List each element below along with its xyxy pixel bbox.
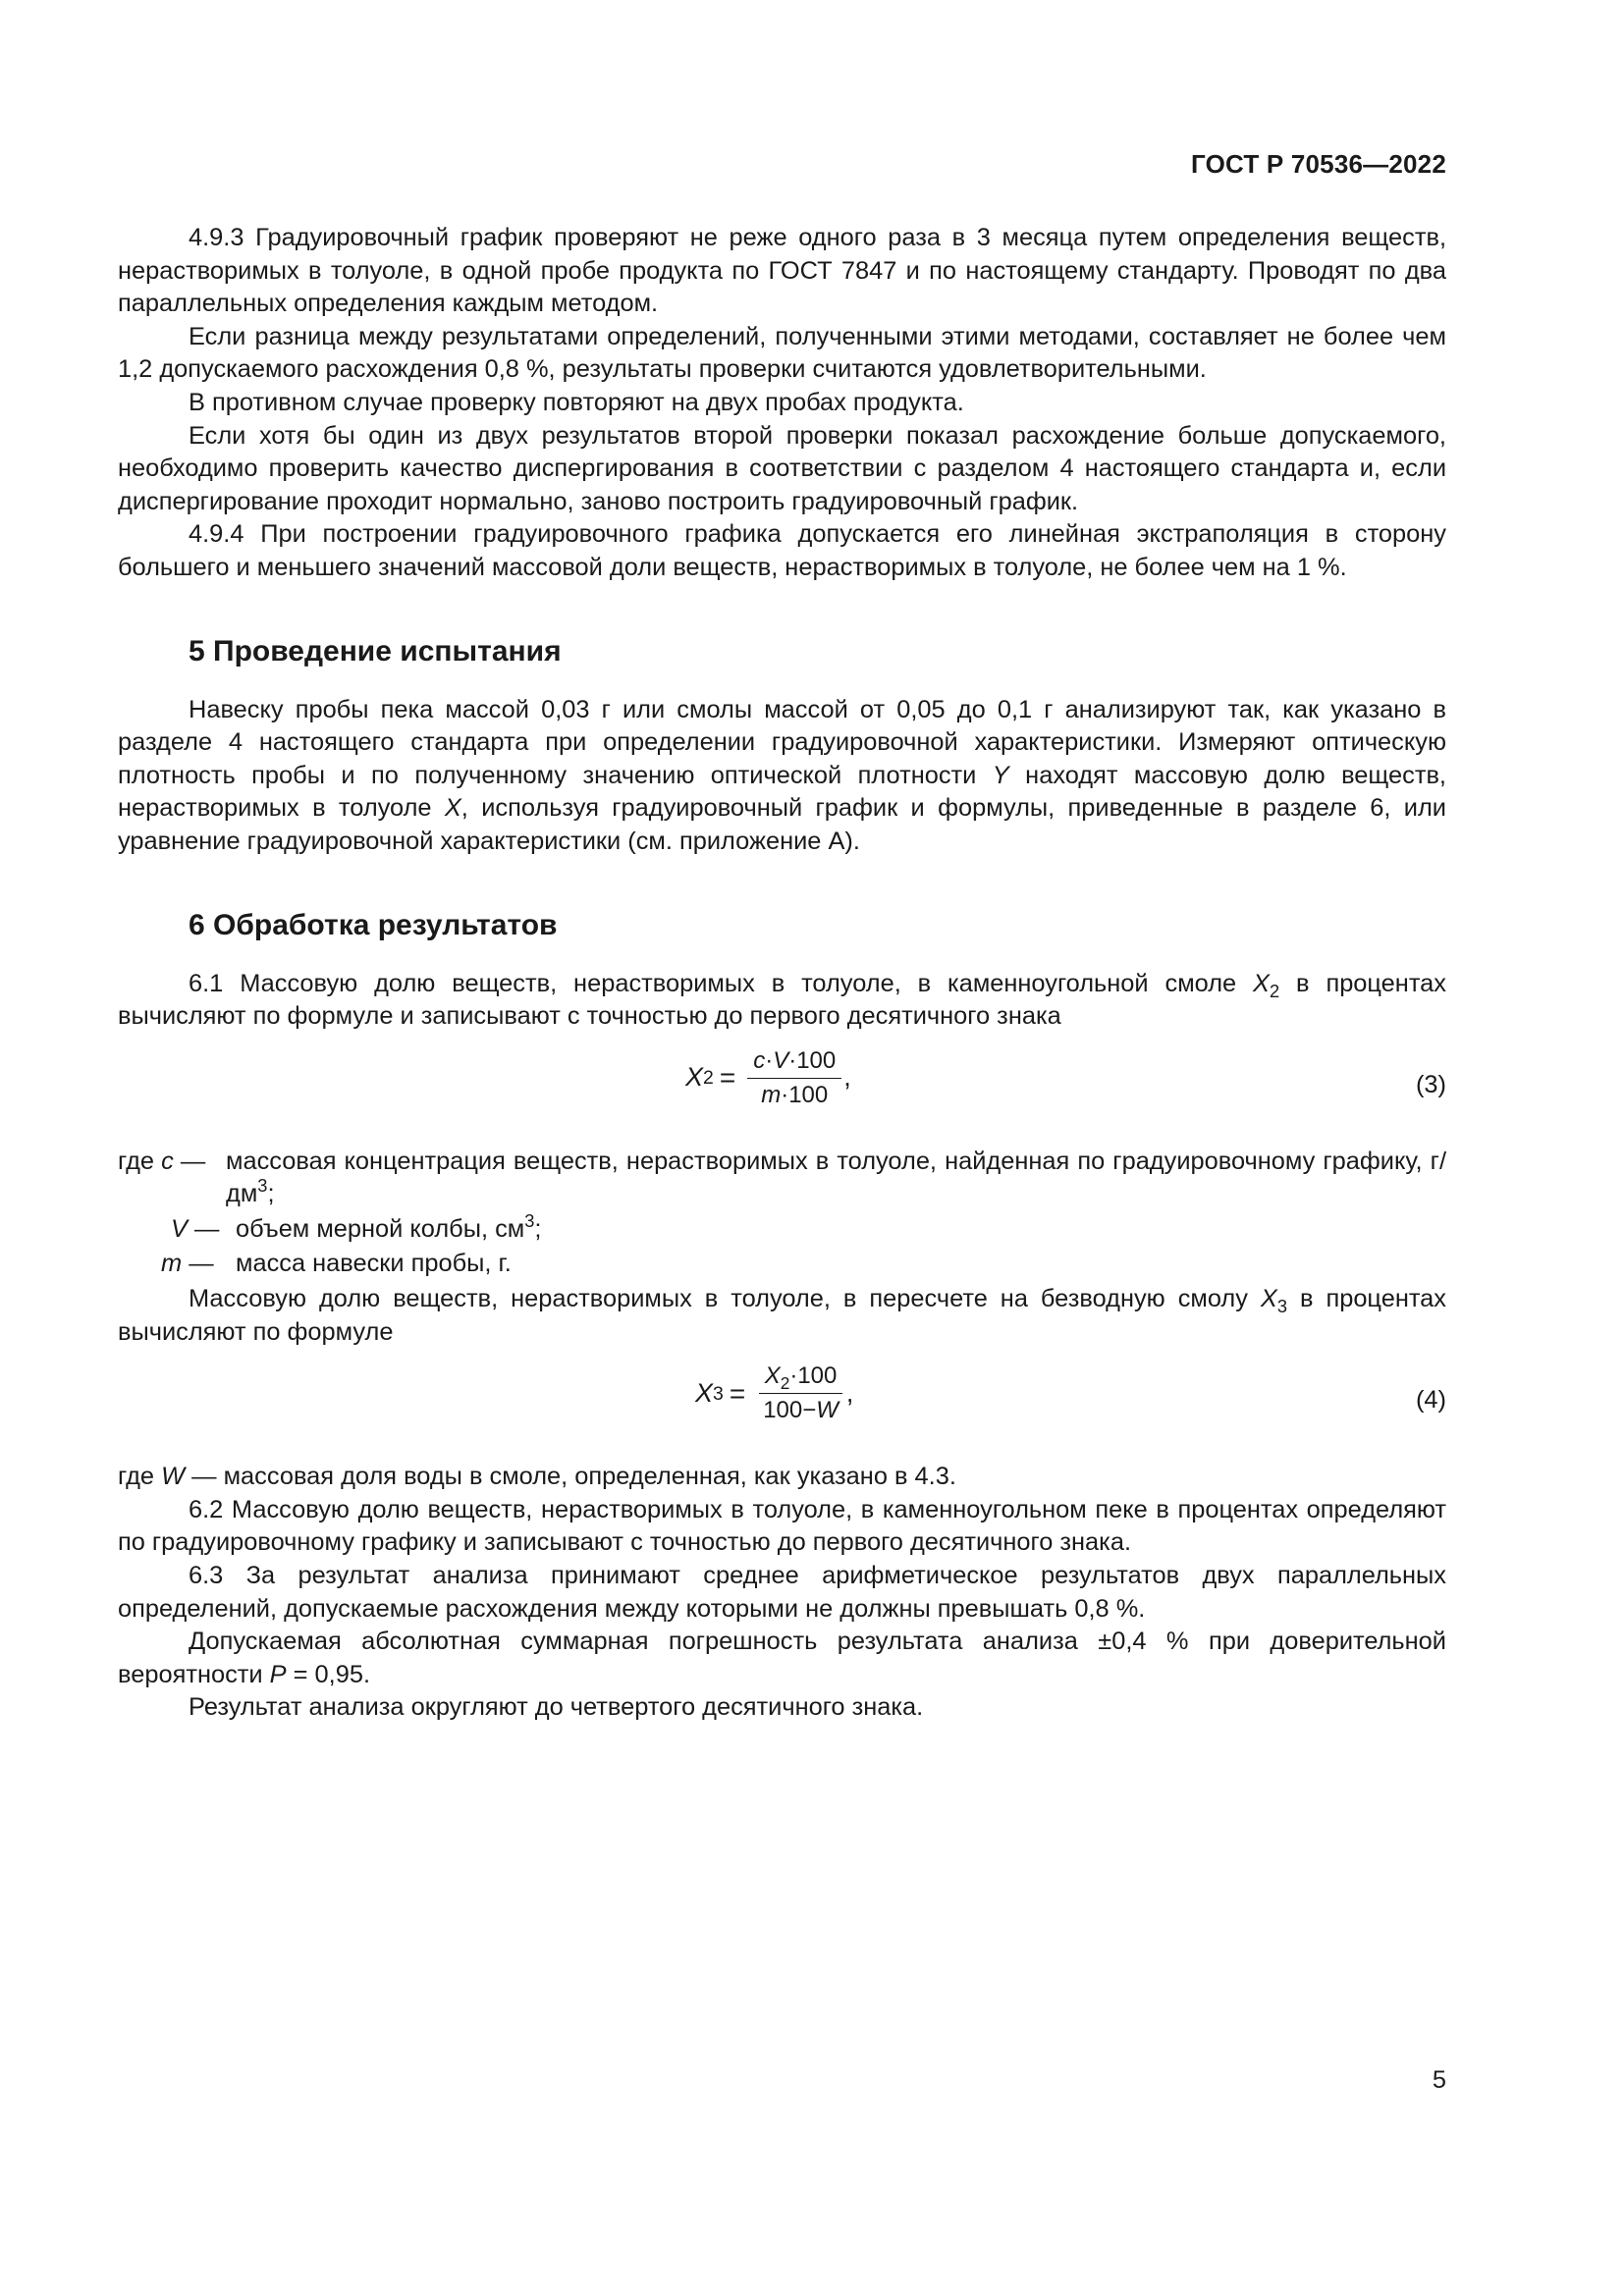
formula-3-fraction: $\frac{c\cdot V\cdot 100}{m\cdot 100}$ (747, 1047, 841, 1109)
formula-4: X 3 = $\frac{X_2\cdot 100}{100-W}$ , (695, 1362, 854, 1424)
formula-4-fraction: $\frac{X_2\cdot 100}{100-W}$ (757, 1362, 844, 1424)
var-y: Y (992, 761, 1009, 789)
formula-3: X 2 = $\frac{c\cdot V\cdot 100}{m\cdot 100}$ , (685, 1046, 851, 1108)
formula-3-row (118, 1047, 1446, 1126)
paragraph-6-1: 6.1 Массовую долю веществ, нерастворимых в толуоле, в каменноугольной смоле $X_2$ в процентах вычисляют по формуле и записывают с точностью до первого десятичного знака (118, 969, 1446, 1031)
where-v-text: объем мерной колбы, $см^3$; (236, 1209, 542, 1243)
paragraph-4-9-4: 4.9.4 При построении градуировочного графика допускается его линейная экстраполяция в сторону большего и меньшего значений массовой доли веществ, нерастворимых в толуоле, не более чем на 1 %. (118, 520, 1446, 581)
paragraph-4-9-3: 4.9.3 Градуировочный график проверяют не реже одного раза в 3 месяца путем определения веществ, нерастворимых в толуоле, в одной пробе продукта по ГОСТ 7847 и по настоящему стандарту. Проводят по два параллельных определения каждым методом. (118, 224, 1446, 318)
where-m-text: масса навески пробы, г. (236, 1250, 512, 1278)
section-5-heading: 5 Проведение испытания (189, 634, 562, 667)
paragraph-difference: Если разница между результатами определений, полученными этими методами, составляет не более чем 1,2 допускаемого расхождения 0,8 %, результаты проверки считаются удовлетворительными. (118, 322, 1446, 384)
formula-4-number: (4) (1415, 1386, 1446, 1415)
paragraph-otherwise: В противном случае проверку повторяют на двух пробах продукта. (189, 388, 964, 416)
formula-4-row (118, 1362, 1446, 1441)
paragraph-6-3: 6.3 За результат анализа принимают среднее арифметическое результатов двух параллельных определений, допускаемые расхождения между которыми не должны превышать 0,8 %. (118, 1562, 1446, 1623)
var-x: X (444, 794, 461, 823)
formula-3-number: (3) (1415, 1070, 1446, 1098)
where-c-text: массовая концентрация веществ, нерастворимых в толуоле, найденная по градуировочному графику, $г/дм^3$; (226, 1147, 1446, 1208)
paragraph-x3: Массовую долю веществ, нерастворимых в толуоле, в пересчете на безводную смолу $X_3$ в процентах вычисляют по формуле (118, 1285, 1446, 1346)
page-body (118, 222, 1446, 1725)
section-6-heading: 6 Обработка результатов (189, 908, 558, 941)
paragraph-error: Допускаемая абсолютная суммарная погрешность результата анализа ±0,4 % при доверительной вероятности P = 0,95. (118, 1628, 1446, 1688)
where-list-1: где c — массовая концентрация веществ, нерастворимых в толуоле, найденная по градуировочному графику, $г/дм^3$; V — объем мерной колбы, $см^3$; m — масса навески пробы, г. (118, 1146, 1446, 1281)
paragraph-6-2: 6.2 Массовую долю веществ, нерастворимых в толуоле, в каменноугольном пеке в процентах определяют по градуировочному графику и записывают с точностью до первого десятичного знака. (118, 1495, 1446, 1557)
paragraph-section-5: Навеску пробы пека массой 0,03 г или смолы массой от 0,05 до 0,1 г анализируют так, как указано в разделе 4 настоящего стандарта при определении градуировочной характеристики. Измеряют оптическую плотность пробы и по полученному значению оптической плотности Y находят массовую долю веществ, нерастворимых в толуоле X, используя градуировочный график и формулы, приведенные в разделе 6, или уравнение градуировочной характеристики (см. приложение А). (118, 695, 1446, 855)
standard-code: ГОСТ Р 70536—2022 (1191, 149, 1446, 179)
paragraph-second-check: Если хотя бы один из двух результатов второй проверки показал расхождение больше допускаемого, необходимо проверить качество диспергирования в соответствии с разделом 4 настоящего стандарта и, если диспергирование проходит нормально, заново построить градуировочный график. (118, 421, 1446, 515)
paragraph-rounding: Результат анализа округляют до четвертого десятичного знака. (189, 1693, 924, 1722)
page-number: 5 (1432, 2066, 1446, 2094)
where-w: где W — массовая доля воды в смоле, определенная, как указано в 4.3. (118, 1463, 956, 1491)
